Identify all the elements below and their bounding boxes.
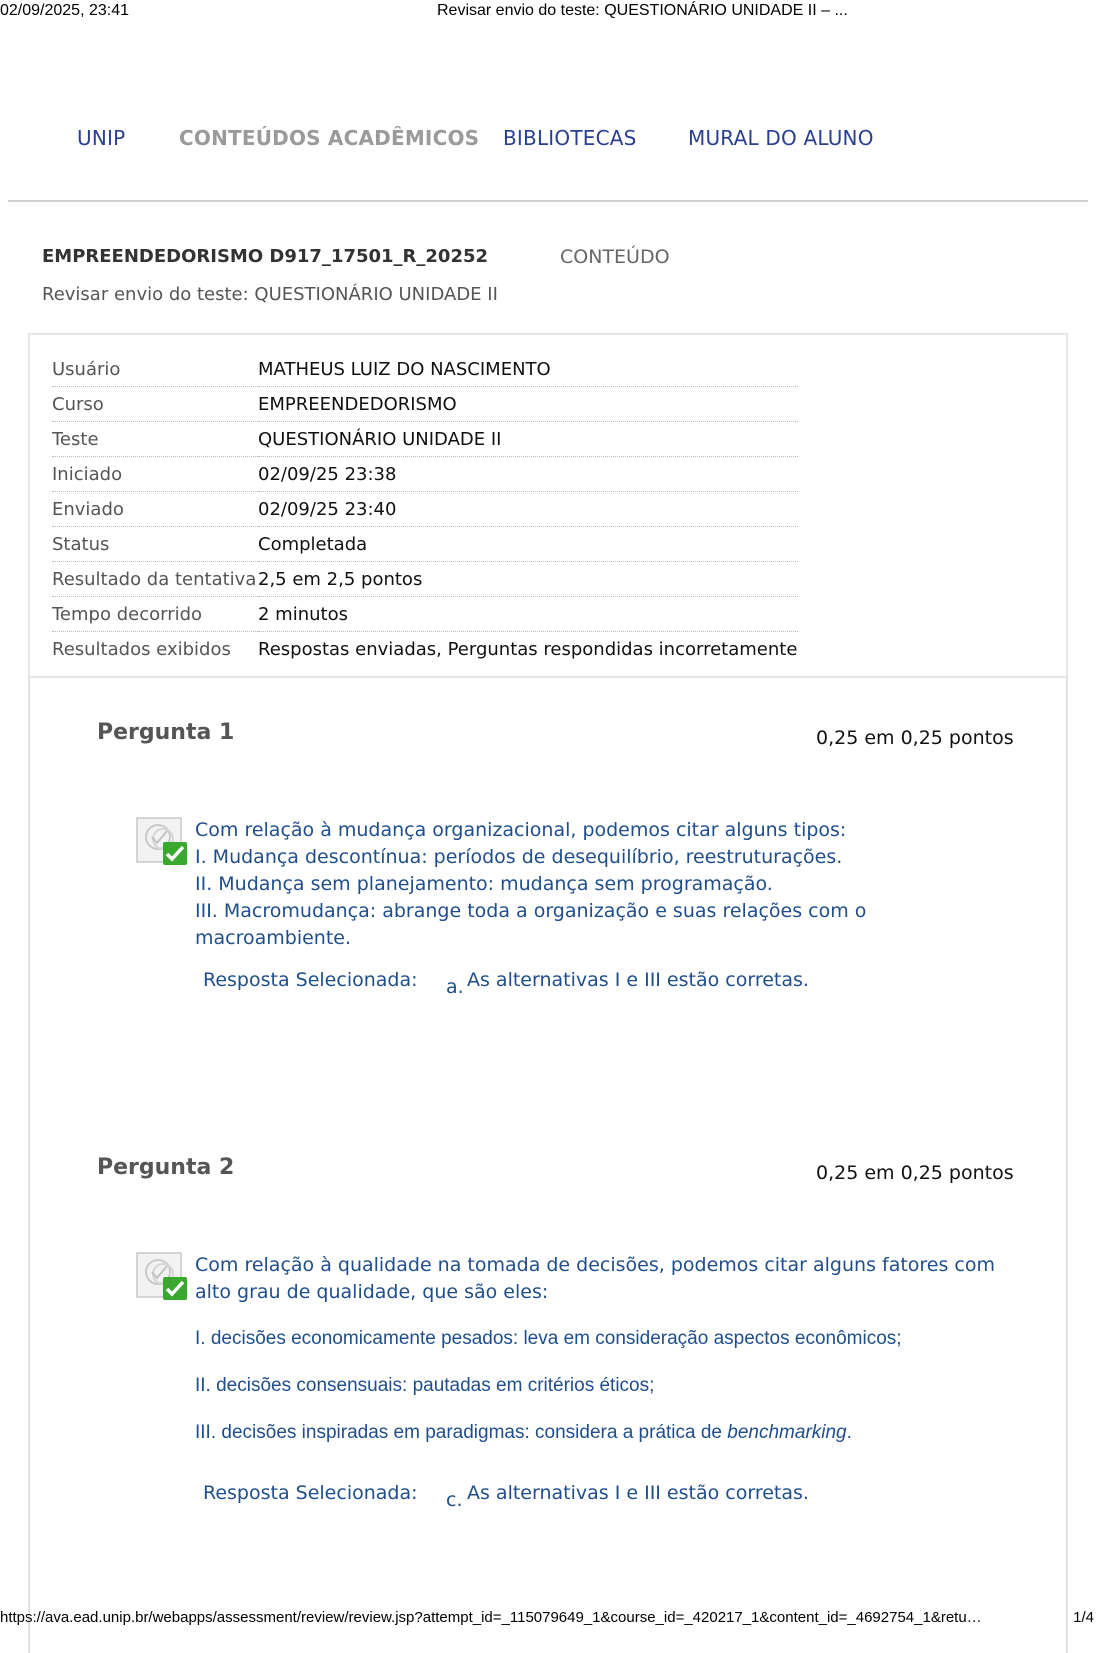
- top-navigation: [0, 122, 1096, 158]
- nav-unip[interactable]: UNIP: [77, 126, 126, 150]
- info-row: [52, 492, 798, 527]
- correct-check-icon: [136, 817, 188, 867]
- info-label: Resultados exibidos: [52, 638, 231, 660]
- nav-bibliotecas[interactable]: BIBLIOTECAS: [503, 126, 637, 150]
- info-row: [52, 352, 798, 387]
- print-footer: [0, 1607, 1096, 1627]
- info-label: Teste: [52, 422, 258, 457]
- info-value: Completada: [258, 527, 798, 562]
- info-label: Resultado da tentativa: [52, 562, 258, 597]
- info-row: [52, 457, 798, 492]
- question-2-item: I. decisões economicamente pesados: leva em consideração aspectos econômicos;: [195, 1328, 902, 1349]
- print-url: https://ava.ead.unip.br/webapps/assessment/review/review.jsp?attempt_id=_115079649_1&course_id=_420217_1&content_id=_4692754_1&retu…: [0, 1609, 982, 1626]
- print-page-number: 1/4: [1073, 1609, 1094, 1626]
- question-2-points: 0,25 em 0,25 pontos: [816, 1162, 1014, 1184]
- question-2-response-label: Resposta Selecionada:: [203, 1482, 418, 1504]
- info-row: [52, 632, 798, 667]
- print-timestamp: 02/09/2025, 23:41: [0, 2, 130, 19]
- breadcrumb-course[interactable]: EMPREENDEDORISMO D917_17501_R_20252: [42, 246, 489, 267]
- question-1-text: [195, 817, 1015, 952]
- attempt-info-table: [52, 352, 798, 666]
- info-value: MATHEUS LUIZ DO NASCIMENTO: [258, 352, 798, 387]
- question-2-item-text: III. decisões inspiradas em paradigmas: considera a prática de: [195, 1422, 728, 1443]
- info-label: Tempo decorrido: [52, 597, 258, 632]
- page-title: Revisar envio do teste: QUESTIONÁRIO UNIDADE II: [42, 284, 498, 305]
- nav-divider: [8, 200, 1088, 202]
- info-row: [52, 562, 798, 597]
- info-value: 02/09/25 23:40: [258, 492, 798, 527]
- info-label: Curso: [52, 387, 258, 422]
- question-2-intro: Com relação à qualidade na tomada de decisões, podemos citar alguns fatores com alto grau de qualidade, que são eles:: [195, 1254, 996, 1303]
- question-1-line: III. Macromudança: abrange toda a organização e suas relações com o macroambiente.: [195, 900, 867, 949]
- info-value: Respostas enviadas, Perguntas respondidas incorretamente: [258, 638, 798, 660]
- question-1-title: Pergunta 1: [97, 720, 235, 745]
- info-value: 02/09/25 23:38: [258, 457, 798, 492]
- question-2-item-end: .: [846, 1422, 852, 1443]
- question-2-item: II. decisões consensuais: pautadas em critérios éticos;: [195, 1375, 655, 1396]
- info-label: Iniciado: [52, 457, 258, 492]
- question-1-line: I. Mudança descontínua: períodos de desequilíbrio, reestruturações.: [195, 846, 843, 868]
- info-label: Status: [52, 527, 258, 562]
- question-1-response-label: Resposta Selecionada:: [203, 969, 418, 991]
- nav-mural-do-aluno[interactable]: MURAL DO ALUNO: [688, 126, 874, 150]
- info-value: EMPREENDEDORISMO: [258, 387, 798, 422]
- question-2-response-letter: c.: [446, 1489, 463, 1511]
- nav-conteudos-academicos[interactable]: CONTEÚDOS ACADÊMICOS: [179, 126, 480, 150]
- question-1-response-letter: a.: [446, 976, 464, 998]
- question-1-line: II. Mudança sem planejamento: mudança sem programação.: [195, 873, 773, 895]
- question-1-points: 0,25 em 0,25 pontos: [816, 727, 1014, 749]
- question-2-item-emphasis: benchmarking: [727, 1422, 847, 1443]
- print-header: [0, 0, 1096, 24]
- info-value: QUESTIONÁRIO UNIDADE II: [258, 422, 798, 457]
- info-value: 2,5 em 2,5 pontos: [258, 562, 798, 597]
- question-2-response-text: As alternativas I e III estão corretas.: [467, 1482, 809, 1504]
- correct-check-icon: [136, 1252, 188, 1302]
- info-label: Enviado: [52, 492, 258, 527]
- info-value: 2 minutos: [258, 597, 798, 632]
- breadcrumb-section[interactable]: CONTEÚDO: [560, 246, 670, 268]
- info-row: [52, 387, 798, 422]
- print-title: Revisar envio do teste: QUESTIONÁRIO UNIDADE II – ...: [437, 2, 848, 19]
- info-label: Usuário: [52, 352, 258, 387]
- info-row: [52, 422, 798, 457]
- question-2-title: Pergunta 2: [97, 1155, 235, 1180]
- question-2-item: [195, 1419, 1015, 1446]
- question-2-text: [195, 1252, 1015, 1466]
- info-row: [52, 597, 798, 632]
- question-1-response-text: As alternativas I e III estão corretas.: [467, 969, 809, 991]
- question-1-line: Com relação à mudança organizacional, podemos citar alguns tipos:: [195, 819, 847, 841]
- info-row: [52, 527, 798, 562]
